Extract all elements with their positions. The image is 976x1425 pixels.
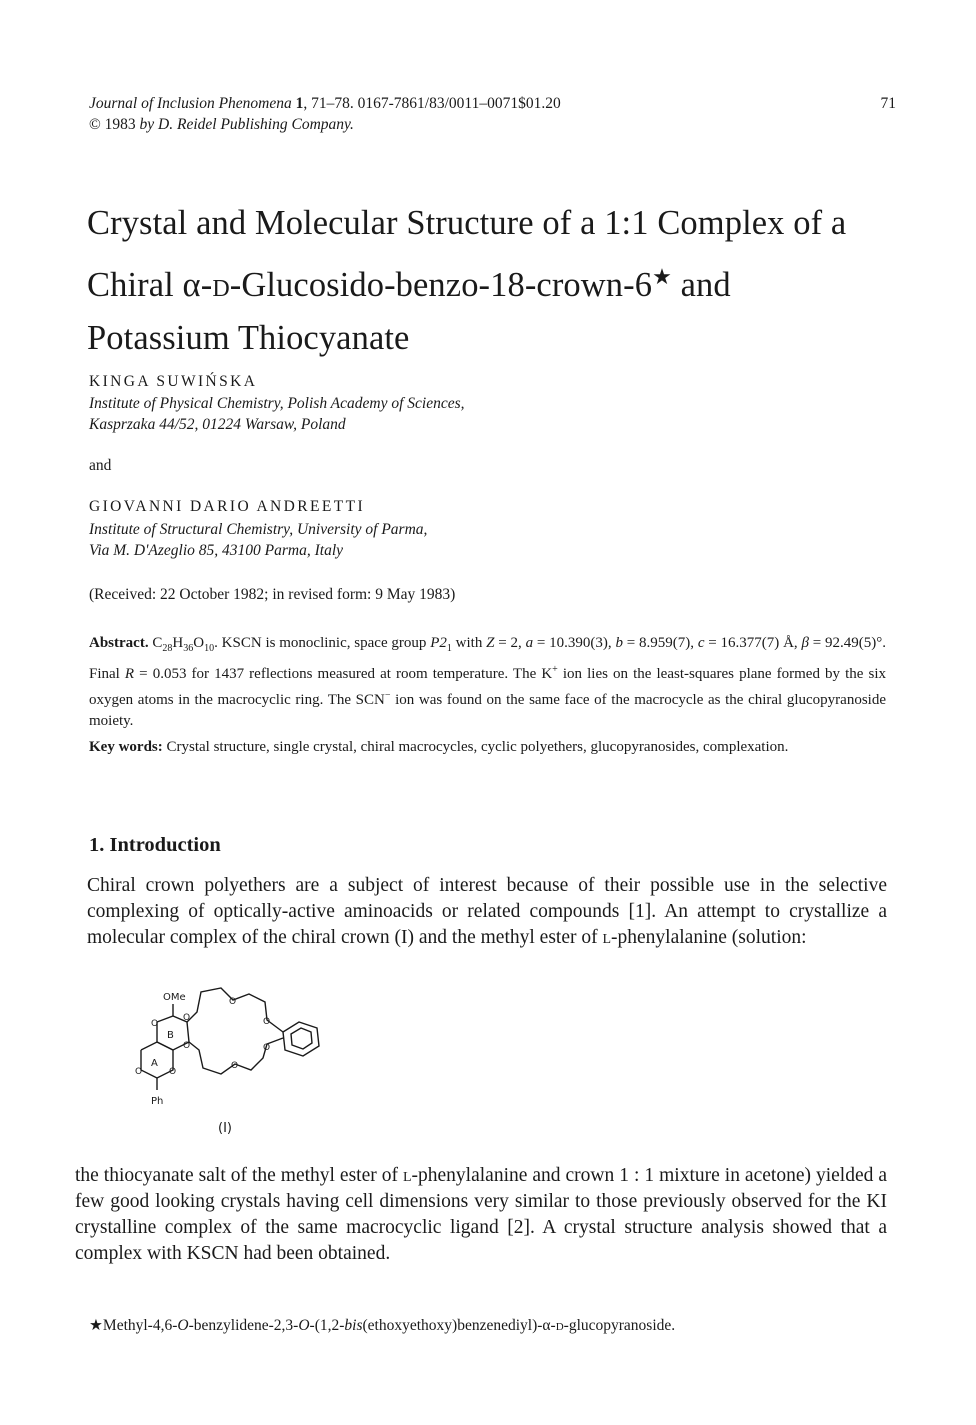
title-line-2-end: and	[671, 266, 731, 304]
space-group-sub: 1	[446, 643, 452, 654]
affiliation-1-line-1: Institute of Physical Chemistry, Polish Academy of Sciences,	[89, 395, 465, 412]
author-name-2: GIOVANNI DARIO ANDREETTI	[89, 498, 366, 515]
oxygen-atom: O	[231, 1061, 239, 1071]
abstract-text-5: ion was found on the same face of the macrocycle as the chiral glucopyranoside moiety.	[89, 692, 886, 729]
oxygen-atom: O	[183, 1013, 191, 1023]
author-affiliation-1	[89, 393, 689, 435]
journal-volume: 1	[295, 95, 304, 112]
footnote	[89, 1316, 889, 1335]
journal-citation	[89, 93, 789, 114]
abstract-label: Abstract.	[89, 635, 149, 651]
a-label: a	[525, 635, 534, 651]
journal-pages-code: , 71–78. 0167-7861/83/0011–0071$01.20	[303, 95, 561, 112]
copyright-line	[89, 114, 789, 135]
footnote-sc-d: d	[555, 1317, 564, 1334]
keywords	[89, 737, 886, 758]
author-separator: and	[89, 457, 112, 474]
abstract-text-4: ion lies on the least-squares plane formed by the six oxygen atoms in the macrocyclic ring. The SCN	[89, 666, 886, 708]
para1-sc-l: l	[602, 927, 612, 948]
affiliation-2-line-1: Institute of Structural Chemistry, University of Parma,	[89, 521, 428, 538]
title-line-2-post: -Glucosido-benzo-18-crown-6	[229, 266, 653, 304]
article-title	[87, 197, 907, 365]
formula-c: C	[152, 635, 163, 651]
c-value: = 16.377(7) Å,	[704, 635, 802, 651]
abstract-text-3: = 0.053 for 1437 reflections measured at room temperature. The K	[134, 666, 553, 682]
para1-text-b: -phenylalanine (solution:	[611, 927, 807, 948]
para1-text-a: Chiral crown polyethers are a subject of interest because of their possible use in the selective complexing of optically-active aminoacids or related compounds [1]. An attempt to crystallize a molecular complex of the chiral crown (I) and the methyl ester of	[87, 875, 887, 948]
formula-o-sub: 10	[204, 643, 215, 654]
footnote-text-d: (ethoxyethoxy)benzenediyl)-α-	[362, 1317, 556, 1334]
oxygen-atom: O	[263, 1043, 271, 1053]
intro-paragraph-2	[75, 1163, 887, 1267]
formula-o: O	[193, 635, 205, 651]
para2-text-b: -phenylalanine and crown 1 : 1 mixture in acetone) yielded a few good looking crystals having cell dimensions very similar to those previously observed for the KI crystalline complex of the same macrocyclic ligand [2]. A crystal structure analysis showed that a complex with KSCN had been obtained.	[75, 1165, 887, 1264]
footnote-o2: O	[298, 1317, 310, 1334]
k-charge: +	[552, 664, 558, 675]
received-dates: (Received: 22 October 1982; in revised form: 9 May 1983)	[89, 586, 456, 603]
label-ring-a: A	[151, 1058, 158, 1069]
benzo-ring	[283, 1022, 319, 1056]
a-value: = 10.390(3),	[533, 635, 616, 651]
label-ph: Ph	[151, 1096, 164, 1107]
abstract-text-2: with	[451, 635, 487, 651]
label-ring-b: B	[167, 1030, 174, 1041]
para2-sc-l: l	[402, 1165, 412, 1186]
section-heading: 1. Introduction	[89, 834, 221, 856]
footnote-bis: bis	[344, 1317, 363, 1334]
oxygen-atom: O	[151, 1019, 159, 1029]
formula-h-sub: 36	[183, 643, 194, 654]
intro-paragraph-1	[87, 873, 887, 951]
author-affiliation-2	[89, 519, 689, 561]
formula-h: H	[172, 635, 184, 651]
para2-text-a: the thiocyanate salt of the methyl ester of	[75, 1165, 403, 1186]
chemical-structure-figure	[125, 970, 355, 1115]
author-name-1: KINGA SUWIŃSKA	[89, 373, 258, 390]
formula-c-sub: 28	[162, 643, 173, 654]
affiliation-2-line-2: Via M. D'Azeglio 85, 43100 Parma, Italy	[89, 542, 344, 559]
footnote-text-e: -glucopyranoside.	[563, 1317, 676, 1334]
b-value: = 8.959(7),	[622, 635, 698, 651]
scn-charge: −	[384, 690, 391, 701]
copyright-symbol: ©	[89, 116, 101, 133]
journal-name: Journal of Inclusion Phenomena	[89, 95, 292, 112]
oxygen-atom: O	[183, 1041, 191, 1051]
abstract	[89, 633, 886, 732]
keywords-text: Crystal structure, single crystal, chiral macrocycles, cyclic polyethers, glucopyranosides, complexation.	[162, 739, 789, 755]
abstract-text-1: . KSCN is monoclinic, space group	[214, 635, 431, 651]
publisher: by D. Reidel Publishing Company.	[139, 116, 354, 133]
z-label: Z	[486, 635, 495, 651]
footnote-text-c: -(1,2-	[309, 1317, 345, 1334]
c-label: c	[697, 635, 705, 651]
beta-value: = 92.49(5)°. Final	[89, 635, 887, 682]
footnote-text-a: Methyl-4,6-	[102, 1317, 178, 1334]
oxygen-atom: O	[135, 1067, 143, 1077]
footnote-text-b: -benzylidene-2,3-	[188, 1317, 299, 1334]
oxygen-atom: O	[263, 1017, 271, 1027]
figure-caption: (I)	[218, 1121, 232, 1136]
oxygen-atom: O	[169, 1067, 177, 1077]
title-line-2	[87, 250, 907, 312]
footnote-star-icon: ★	[652, 264, 672, 289]
copyright-year: 1983	[104, 116, 136, 133]
title-line-3: Potassium Thiocyanate	[87, 319, 410, 357]
space-group: P2	[430, 635, 447, 651]
label-ome: OMe	[163, 992, 186, 1003]
title-line-2-pre: Chiral α-	[87, 266, 213, 304]
footnote-star-icon: ★	[89, 1317, 103, 1334]
page-number: 71	[880, 95, 896, 112]
b-label: b	[615, 635, 623, 651]
title-line-2-sc: d	[212, 266, 230, 304]
r-label: R	[124, 666, 135, 682]
z-value: = 2,	[494, 635, 526, 651]
beta-label: β	[801, 635, 809, 651]
benzo-inner-ring	[291, 1028, 312, 1049]
affiliation-1-line-2: Kasprzaka 44/52, 01224 Warsaw, Poland	[89, 416, 346, 433]
title-line-1: Crystal and Molecular Structure of a 1:1 Complex of a	[87, 204, 847, 242]
oxygen-atom: O	[229, 997, 237, 1007]
footnote-o1: O	[177, 1317, 189, 1334]
keywords-label: Key words:	[89, 739, 163, 755]
